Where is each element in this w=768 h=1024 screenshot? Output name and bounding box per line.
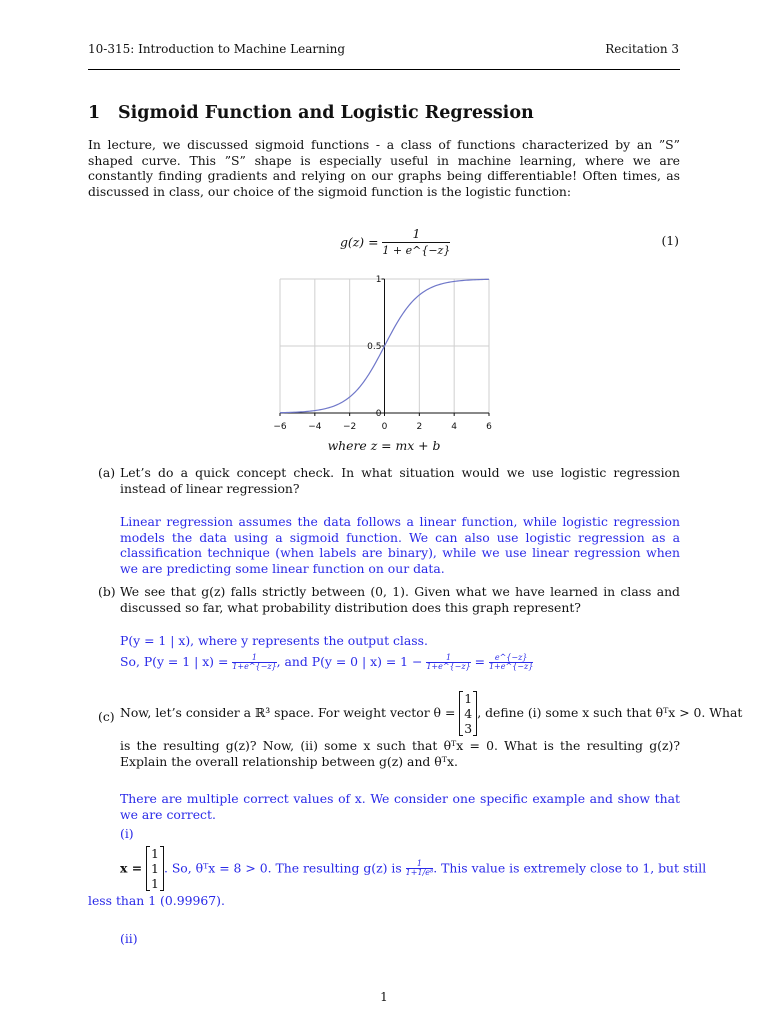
question-c-text-part1: Now, let’s consider a ℝ³ space. For weight vector θ = bbox=[120, 705, 456, 720]
answer-b-line1: P(y = 1 | x), where y represents the output class. bbox=[120, 633, 428, 648]
question-c-line1 bbox=[98, 691, 743, 736]
answer-c-i-frac bbox=[406, 860, 434, 877]
x-vector bbox=[146, 846, 164, 891]
y-tick-label: 0 bbox=[375, 409, 382, 419]
x-tick-label: −2 bbox=[343, 422, 357, 432]
answer-c-i-part1: . So, θᵀx = 8 > 0. The resulting g(z) is bbox=[163, 860, 402, 876]
answer-b-frac-3-num: e^{−z} bbox=[489, 654, 533, 663]
answer-a: Linear regression assumes the data follows a linear function, while logistic regression models the data using a sigmoid function. We can also use logistic regression as a classification technique (when labels are binary), while we use linear regression when we are predicting some linear function on our data. bbox=[120, 514, 680, 576]
question-a bbox=[98, 465, 680, 496]
chart-ticks bbox=[273, 275, 492, 432]
answer-b-frac-2-den: 1+e^{−z} bbox=[426, 662, 471, 671]
answer-b-line2-start: So, P(y = 1 | x) = bbox=[120, 654, 229, 669]
answer-c-i-frac-den: 1+1/e⁸ bbox=[405, 868, 434, 877]
question-c bbox=[98, 691, 743, 769]
answer-c-intro: There are multiple correct values of x. We consider one specific example and show that we are correct. bbox=[120, 791, 680, 822]
equation-numerator: 1 bbox=[382, 226, 450, 243]
answer-b-line2-mid: , and P(y = 0 | x) = 1 − bbox=[276, 654, 423, 669]
answer-b-frac-2 bbox=[426, 654, 470, 671]
answer-b-frac-3 bbox=[489, 654, 533, 671]
x-tick-label: 4 bbox=[451, 422, 458, 432]
question-b bbox=[98, 584, 680, 615]
answer-c-i-part3: less than 1 (0.99967). bbox=[88, 893, 225, 908]
question-c-text-part3: is the resulting g(z)? Now, (ii) some x such that θᵀx = 0. What is the resulting g(z)? Explain the overall relationship between g(z) and θᵀx. bbox=[120, 738, 680, 769]
header-course: 10-315: Introduction to Machine Learning bbox=[88, 42, 346, 56]
y-tick-label: 0.5 bbox=[367, 342, 382, 352]
answer-b-line2-eq: = bbox=[474, 654, 486, 669]
chart-axes bbox=[280, 279, 489, 416]
question-b-label: (b) bbox=[98, 584, 116, 599]
section-title bbox=[88, 103, 534, 123]
x-tick-label: −6 bbox=[273, 422, 287, 432]
header-rule bbox=[88, 69, 680, 70]
equation-denominator: 1 + e^{−z} bbox=[382, 243, 451, 257]
header-recitation: Recitation 3 bbox=[605, 42, 679, 56]
answer-c-i-frac-num: 1 bbox=[406, 860, 434, 869]
equation-number: (1) bbox=[661, 233, 679, 248]
answer-c-sub-i: (i) bbox=[120, 826, 134, 841]
section-title-text: Sigmoid Function and Logistic Regression bbox=[118, 103, 534, 123]
y-tick-label: 1 bbox=[375, 275, 382, 285]
theta-vector-entry: 1 bbox=[464, 691, 473, 706]
x-vector-entry: 1 bbox=[151, 876, 159, 891]
answer-c-i-line bbox=[120, 846, 707, 891]
answer-b-frac-1 bbox=[232, 654, 276, 671]
answer-b-frac-1-den: 1+e^{−z} bbox=[232, 662, 277, 671]
intro-paragraph: In lecture, we discussed sigmoid functions - a class of functions characterized by an ”S” shaped curve. This ”S” shape is especially useful in machine learning, where we are constantly finding gradients and relying on our graphs being differentiable! Often times, as discussed in class, our choice of the sigmoid function is the logistic function: bbox=[88, 137, 680, 199]
question-a-text: Let’s do a quick concept check. In what situation would we use logistic regression instead of linear regression? bbox=[120, 465, 680, 496]
theta-vector-entry: 3 bbox=[464, 721, 473, 736]
x-vector-entry: 1 bbox=[151, 846, 159, 861]
x-vector-entry: 1 bbox=[151, 861, 159, 876]
answer-b-frac-2-num: 1 bbox=[426, 654, 470, 663]
equation-fraction bbox=[382, 226, 450, 258]
question-c-label: (c) bbox=[98, 709, 115, 724]
answer-b-frac-1-num: 1 bbox=[232, 654, 276, 663]
x-tick-label: −4 bbox=[308, 422, 322, 432]
page-number: 1 bbox=[380, 990, 388, 1004]
equation-lhs: g(z) = bbox=[340, 234, 379, 250]
question-c-text-part2: , define (i) some x such that θᵀx > 0. What bbox=[477, 705, 743, 720]
sigmoid-equation bbox=[340, 226, 450, 258]
x-vector-label: x = bbox=[120, 860, 143, 876]
answer-c-sub-ii: (ii) bbox=[120, 931, 138, 946]
x-tick-label: 0 bbox=[381, 422, 388, 432]
x-tick-label: 6 bbox=[486, 422, 492, 432]
question-b-text: We see that g(z) falls strictly between (0, 1). Given what we have learned in class and discussed so far, what probability distribution does this graph represent? bbox=[120, 584, 680, 615]
x-tick-label: 2 bbox=[416, 422, 423, 432]
theta-vector bbox=[459, 691, 477, 736]
answer-c-i-part2: . This value is extremely close to 1, but still bbox=[433, 860, 707, 876]
question-a-label: (a) bbox=[98, 465, 116, 480]
chart-caption bbox=[0, 438, 768, 454]
answer-b-frac-3-den: 1+e^{−z} bbox=[488, 662, 534, 671]
section-number: 1 bbox=[88, 103, 101, 123]
theta-vector-entry: 4 bbox=[464, 706, 473, 721]
chart-caption-text: where z = mx + b bbox=[327, 438, 441, 453]
answer-b-line2 bbox=[120, 654, 680, 671]
sigmoid-chart bbox=[268, 268, 504, 434]
